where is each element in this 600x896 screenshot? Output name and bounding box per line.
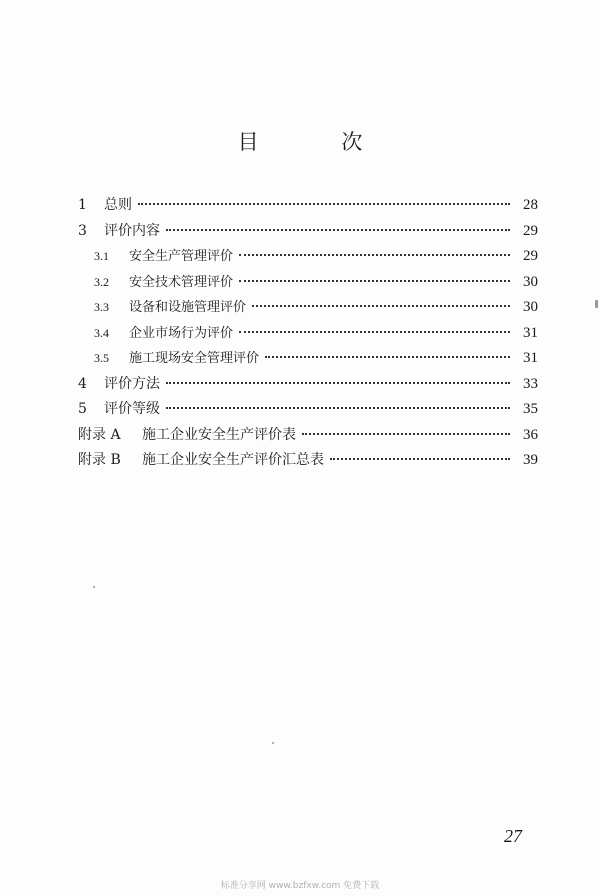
- toc-entry-label: 设备和设施管理评价: [129, 300, 247, 315]
- toc-entry-number: 3.2: [94, 274, 109, 289]
- toc-entry-page: 28: [523, 197, 538, 213]
- toc-leader-dots: [302, 433, 510, 435]
- toc-entry: [78, 373, 538, 399]
- toc-entry-label: 安全技术管理评价: [129, 274, 234, 290]
- scan-speck: [272, 742, 274, 744]
- scan-speck: [93, 586, 95, 588]
- toc-entry: [78, 194, 538, 220]
- toc-leader-dots: [166, 407, 510, 409]
- toc-entry-label: 评价方法: [104, 375, 160, 392]
- toc-entry-page: 31: [523, 350, 538, 366]
- toc-entry: [78, 220, 538, 246]
- toc-entry-number: 3.4: [94, 325, 109, 340]
- toc-entry: [78, 347, 538, 373]
- toc-leader-dots: [239, 280, 510, 282]
- toc-entry-number: 3.5: [94, 351, 109, 365]
- toc-entry-number: 附录 A: [78, 426, 121, 443]
- toc-entry: [78, 245, 538, 271]
- toc-entry-label: 安全生产管理评价: [129, 249, 234, 264]
- toc-entry-number: 附录 B: [78, 452, 121, 468]
- page-number: 27: [504, 826, 522, 846]
- toc-leader-dots: [252, 305, 510, 307]
- toc-entry-label: 施工企业安全生产评价汇总表: [142, 452, 324, 468]
- toc-leader-dots: [239, 331, 510, 333]
- toc-entry: [78, 449, 538, 475]
- toc-entry: [78, 322, 538, 348]
- toc-leader-dots: [330, 458, 510, 460]
- toc-entry-number: 5: [78, 401, 87, 417]
- toc-entry-page: 35: [523, 401, 538, 417]
- toc-entry: [78, 398, 538, 424]
- toc-leader-dots: [265, 356, 510, 358]
- toc-entry-page: 36: [523, 426, 538, 443]
- toc-entry: [78, 271, 538, 297]
- toc-entry-number: 4: [78, 375, 87, 392]
- watermark-footer: 标准分享网 www.bzfxw.com 免费下载: [220, 881, 380, 891]
- toc-entry-number: 3: [78, 222, 87, 239]
- toc-entry-number: 1: [78, 197, 87, 213]
- toc-leader-dots: [166, 382, 510, 384]
- toc-entry-page: 30: [523, 273, 538, 290]
- toc-entry-page: 29: [523, 222, 538, 239]
- toc-entry: [78, 296, 538, 322]
- toc-entry-page: 30: [523, 299, 538, 315]
- toc-entry-number: 3.1: [94, 249, 109, 263]
- scan-speck: [595, 300, 598, 308]
- toc-entry: [78, 424, 538, 450]
- page-title: 目 次: [237, 130, 401, 154]
- toc-entry-label: 总则: [104, 197, 132, 213]
- toc-entry-label: 评价等级: [104, 401, 160, 417]
- toc-entry-page: 39: [523, 452, 538, 468]
- toc-entry-label: 企业市场行为评价: [129, 325, 234, 341]
- toc-leader-dots: [166, 229, 510, 231]
- toc-entry-page: 33: [523, 375, 538, 392]
- toc-leader-dots: [138, 203, 510, 205]
- toc-entry-label: 施工企业安全生产评价表: [142, 426, 296, 443]
- toc-entry-label: 施工现场安全管理评价: [129, 351, 260, 366]
- toc-entry-label: 评价内容: [104, 222, 160, 239]
- toc-entry-page: 29: [523, 248, 538, 264]
- toc-entry-number: 3.3: [94, 300, 109, 314]
- table-of-contents: [78, 194, 538, 475]
- toc-leader-dots: [239, 254, 510, 256]
- toc-entry-page: 31: [523, 324, 538, 341]
